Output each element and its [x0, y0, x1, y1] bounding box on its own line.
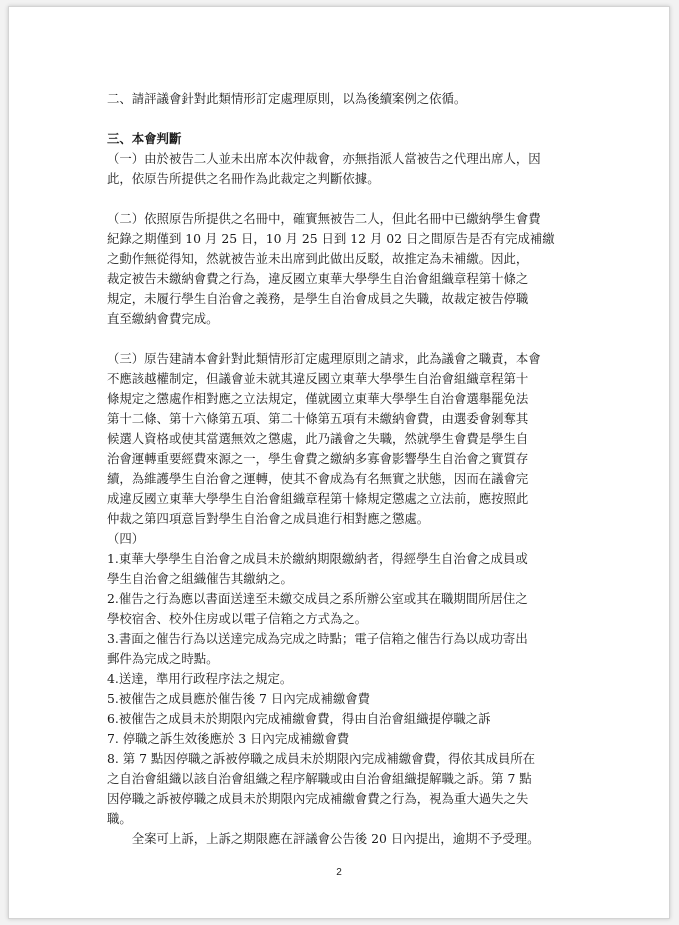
- list-item: 5.被催告之成員應於催告後 7 日內完成補繳會費: [107, 691, 371, 706]
- list-item: 2.催告之行為應以書面送達至未繳交成員之系所辦公室或其在職期間所居住之 學校宿舍、校外住房或以電子信箱之方式為之。: [107, 591, 528, 626]
- document-page: [8, 6, 670, 919]
- spacer: [107, 189, 577, 209]
- list-item: 1.東華大學學生自治會之成員未於繳納期限繳納者，得經學生自治會之成員或 學生自治會之組織催告其繳納之。: [107, 551, 528, 586]
- document-body: [107, 89, 577, 849]
- closing-statement: 全案可上訴，上訴之期限應在評議會公告後 20 日內提出，逾期不予受理。: [107, 831, 540, 846]
- spacer: [107, 109, 577, 129]
- judgment-point-one: （一）由於被告二人並未出席本次仲裁會，亦無指派人當被告之代理出席人，因 此，依原告所提供之名冊作為此裁定之判斷依據。: [107, 151, 541, 186]
- list-item: 4.送達，準用行政程序法之規定。: [107, 671, 293, 686]
- judgment-point-two: （二）依照原告所提供之名冊中，確實無被告二人，但此名冊中已繳納學生會費 紀錄之期僅到 10 月 25 日，10 月 25 日到 12 月 02 日之間原告是否有完成補繳 之動作無從得知，然就被告並未出席到此做出反駁，故推定為未補繳。因此， 裁定被告未繳納會費之行為，違反國立東華大學學生自治會組織章程第十條之 規定，未履行學生自治會之義務，是學生自治會成員之失職，故裁定被告停職 直至繳納會費完成。: [107, 211, 555, 326]
- judgment-point-four-label: （四）: [107, 531, 145, 546]
- list-item: 3.書面之催告行為以送達完成為完成之時點；電子信箱之催告行為以成功寄出 郵件為完成之時點。: [107, 631, 528, 666]
- judgment-point-three: （三）原告建請本會針對此類情形訂定處理原則之請求，此為議會之職責，本會 不應該越權制定，但議會並未就其違反國立東華大學學生自治會組織章程第十 條規定之懲處作相對應之立法規定，僅就國立東華大學學生自治會選舉罷免法 第十二條、第十六條第五項、第二十條第五項有未繳納會費，由選委會剝奪其 候選人資格或使其當選無效之懲處，此乃議會之失職，然就學生會費是學生自 治會運轉重要經費來源之一，學生會費之繳納多寡會影響學生自治會之實質存 續，為維護學生自治會之運轉，使其不會成為有名無實之狀態，因而在議會完 成違反國立東華大學學生自治會組織章程第十條規定懲處之立法前，應按照此 仲裁之第四項意旨對學生自治會之成員進行相對應之懲處。: [107, 351, 541, 526]
- list-item: 6.被催告之成員未於期限內完成補繳會費，得由自治會組織提停職之訴: [107, 711, 491, 726]
- section-heading-judgment: 三、本會判斷: [107, 131, 182, 146]
- paragraph-request-two: 二、請評議會針對此類情形訂定處理原則，以為後續案例之依循。: [107, 91, 467, 106]
- list-item: 8. 第 7 點因停職之訴被停職之成員未於期限內完成補繳會費，得依其成員所在 之自治會組織以該自治會組織之程序解職或由自治會組織提解職之訴。第 7 點 因停職之訴被停職之成員未於期限內完成補繳會費之行為，視為重大過失之失 職。: [107, 751, 536, 826]
- list-item: 7. 停職之訴生效後應於 3 日內完成補繳會費: [107, 731, 350, 746]
- spacer: [107, 329, 577, 349]
- page-number: 2: [336, 867, 342, 878]
